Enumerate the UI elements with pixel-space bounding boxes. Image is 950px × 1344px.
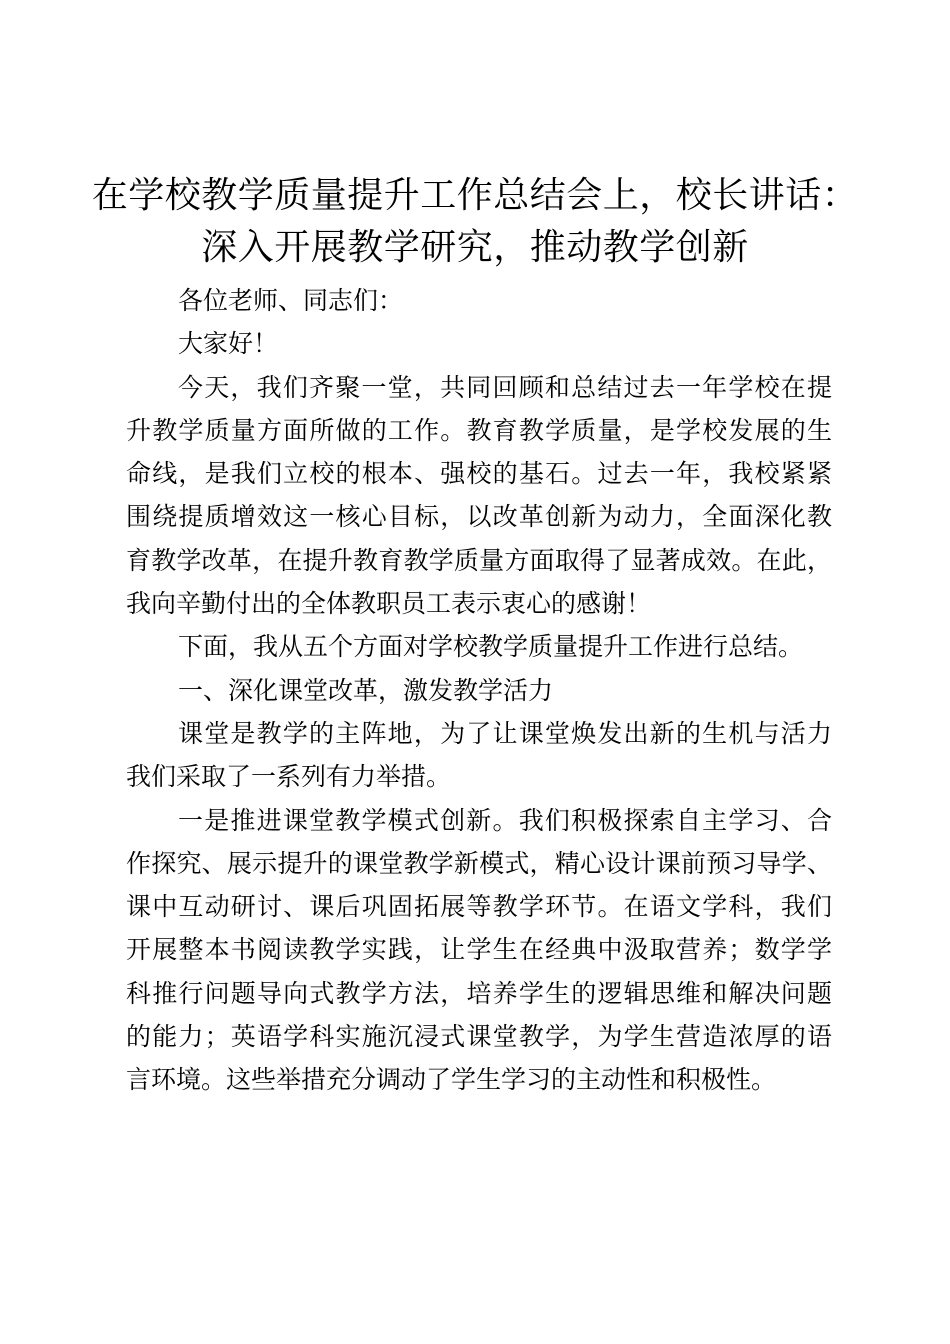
text-line: 课堂是教学的主阵地，为了让课堂焕发出新的生机与活力	[178, 718, 832, 748]
text-line: 围绕提质增效这一核心目标，以改革创新为动力，全面深化教	[126, 502, 832, 532]
text-line: 各位老师、同志们：	[178, 286, 404, 315]
text-line: 下面，我从五个方面对学校教学质量提升工作进行总结。	[178, 632, 804, 662]
text-line: 的能力；英语学科实施沉浸式课堂教学，为学生营造浓厚的语	[126, 1022, 832, 1052]
text-line: 开展整本书阅读教学实践，让学生在经典中汲取营养；数学学	[126, 935, 832, 965]
text-line: 升教学质量方面所做的工作。教育教学质量，是学校发展的生	[126, 415, 832, 445]
text-line: 科推行问题导向式教学方法，培养学生的逻辑思维和解决问题	[126, 978, 832, 1008]
text-line: 大家好！	[178, 329, 279, 359]
text-line: 一是推进课堂教学模式创新。我们积极探索自主学习、合	[178, 805, 832, 835]
text-line: 言环境。这些举措充分调动了学生学习的主动性和积极性。	[126, 1065, 777, 1095]
text-line: 一、深化课堂改革，激发教学活力	[178, 675, 554, 705]
text-line: 我向辛勤付出的全体教职员工表示衷心的感谢！	[126, 589, 652, 619]
text-line: 作探究、展示提升的课堂教学新模式，精心设计课前预习导学、	[126, 848, 832, 878]
document-body	[126, 279, 832, 1102]
text-line: 今天，我们齐聚一堂，共同回顾和总结过去一年学校在提	[178, 372, 832, 402]
document-title-line-1: 在学校教学质量提升工作总结会上，校长讲话：	[91, 175, 859, 216]
text-line: 我们采取了一系列有力举措。	[126, 762, 452, 792]
text-line: 课中互动研讨、课后巩固拓展等教学环节。在语文学科，我们	[126, 892, 832, 922]
document-title-line-2: 深入开展教学研究，推动教学创新	[201, 227, 749, 268]
text-line: 命线，是我们立校的根本、强校的基石。过去一年，我校紧紧	[126, 459, 832, 489]
text-line: 育教学改革，在提升教育教学质量方面取得了显著成效。在此，	[126, 545, 832, 575]
